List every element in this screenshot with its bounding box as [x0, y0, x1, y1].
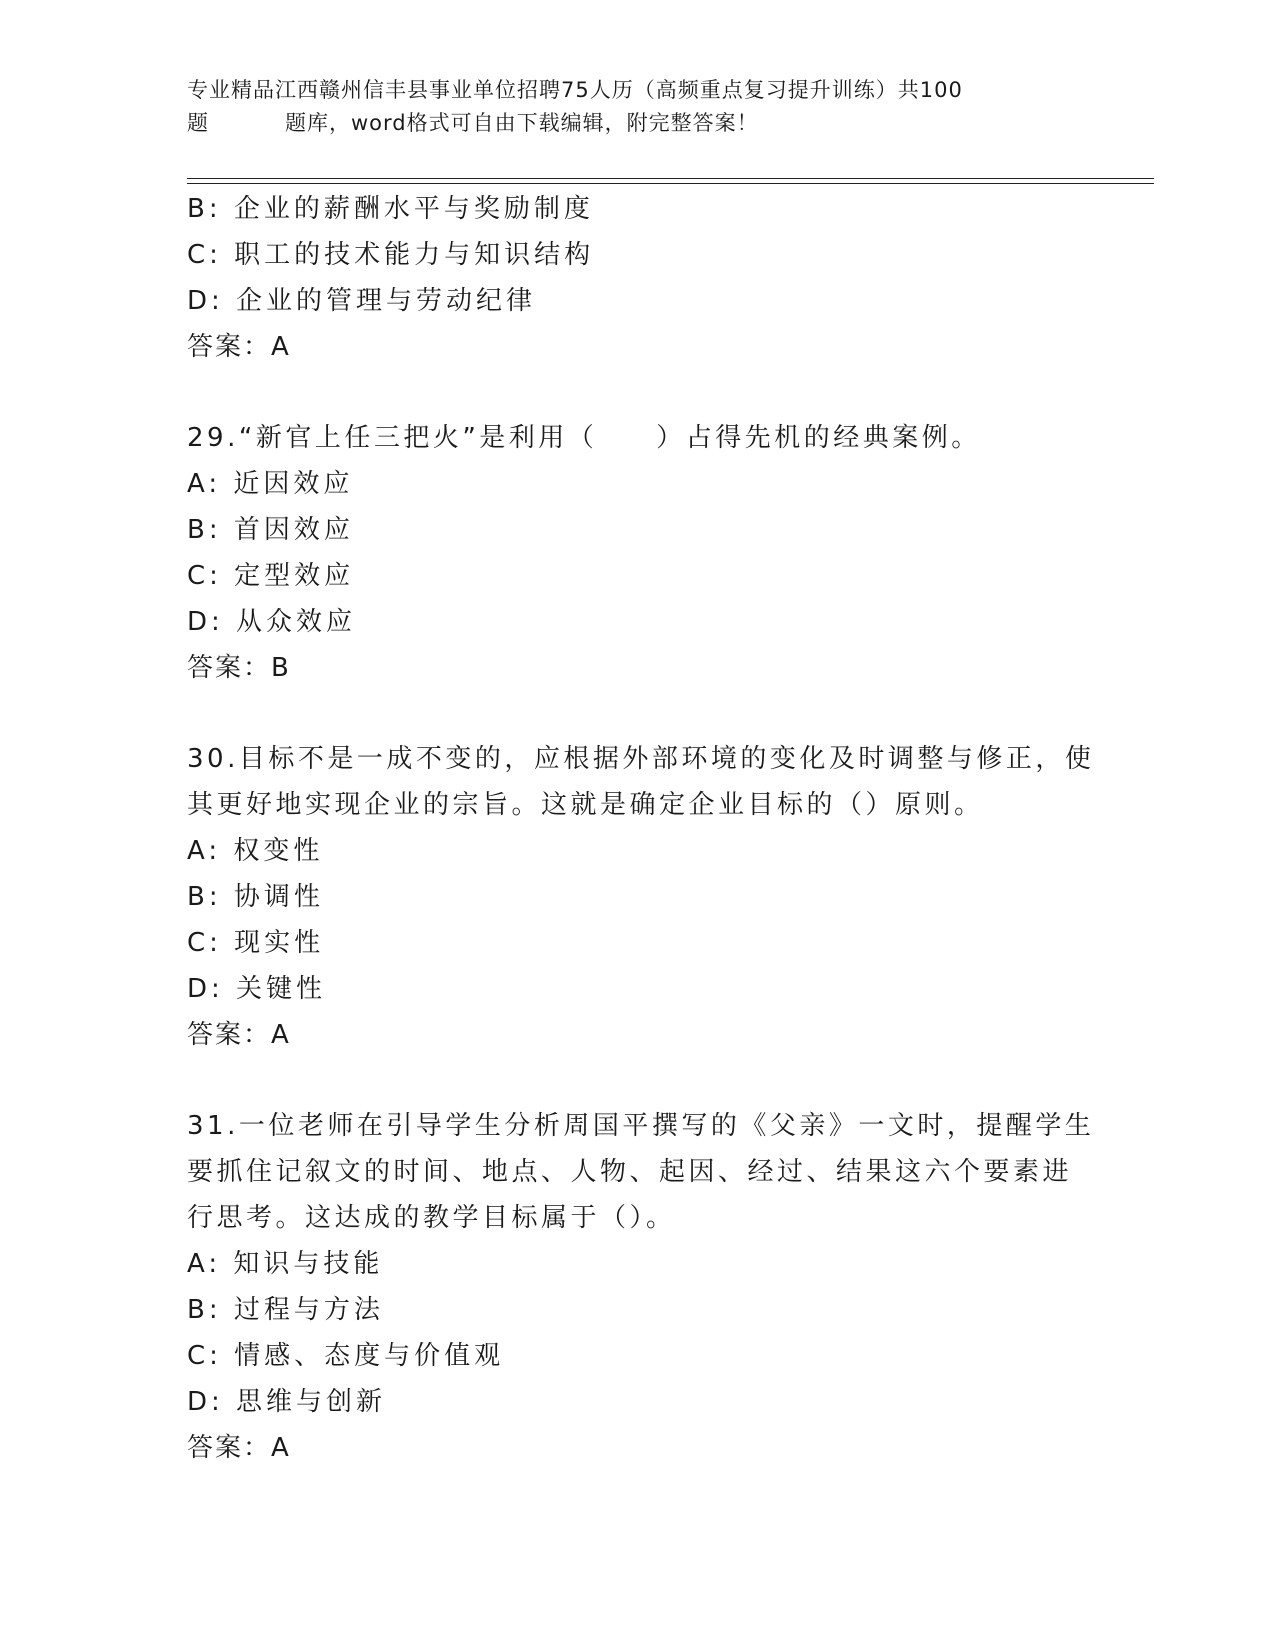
option-d: D: 思维与创新 [187, 1387, 387, 1417]
option-c: C: 定型效应 [187, 561, 355, 591]
question-text: 要抓住记叙文的时间、地点、人物、起因、经过、结果这六个要素进 [187, 1157, 1073, 1187]
answer-label: 答案：B [187, 653, 291, 683]
answer-label: 答案：A [187, 332, 291, 362]
option-b: B: 首因效应 [187, 515, 354, 545]
header-divider-top [187, 178, 1154, 179]
option-d: D: 从众效应 [187, 607, 357, 637]
header-divider-bottom [187, 183, 1154, 184]
question-30 [187, 736, 1095, 1058]
page-header [187, 74, 1087, 140]
option-a: A: 权变性 [187, 836, 324, 866]
question-text: 29.“新官上任三把火”是利用（ ）占得先机的经典案例。 [187, 423, 981, 453]
question-31 [187, 1103, 1095, 1471]
header-title-line1: 专业精品江西赣州信丰县事业单位招聘75人历（高频重点复习提升训练）共100 [187, 78, 963, 102]
header-title-line2 [187, 107, 1087, 140]
option-b: B: 协调性 [187, 882, 324, 912]
question-text: 其更好地实现企业的宗旨。这就是确定企业目标的（）原则。 [187, 790, 984, 820]
question-text: 31.一位老师在引导学生分析周国平撰写的《父亲》一文时，提醒学生 [187, 1111, 1095, 1141]
question-28-continued [187, 186, 1087, 370]
question-text: 行思考。这达成的教学目标属于（）。 [187, 1203, 676, 1233]
option-c: C: 情感、态度与价值观 [187, 1341, 505, 1371]
option-c: C: 职工的技术能力与知识结构 [187, 240, 595, 270]
option-b: B: 企业的薪酬水平与奖励制度 [187, 194, 594, 224]
option-c: C: 现实性 [187, 928, 325, 958]
option-d: D: 企业的管理与劳动纪律 [187, 286, 537, 316]
option-a: A: 知识与技能 [187, 1249, 384, 1279]
question-29 [187, 415, 1087, 691]
question-text: 30.目标不是一成不变的，应根据外部环境的变化及时调整与修正，使 [187, 744, 1095, 774]
answer-label: 答案：A [187, 1433, 291, 1463]
answer-label: 答案：A [187, 1020, 291, 1050]
header-title-line2-start: 题 [187, 111, 209, 135]
header-title-line2-rest: 题库，word格式可自由下载编辑，附完整答案！ [285, 111, 759, 135]
option-b: B: 过程与方法 [187, 1295, 384, 1325]
question-list [187, 186, 1095, 1471]
option-a: A: 近因效应 [187, 469, 354, 499]
option-d: D: 关键性 [187, 974, 327, 1004]
